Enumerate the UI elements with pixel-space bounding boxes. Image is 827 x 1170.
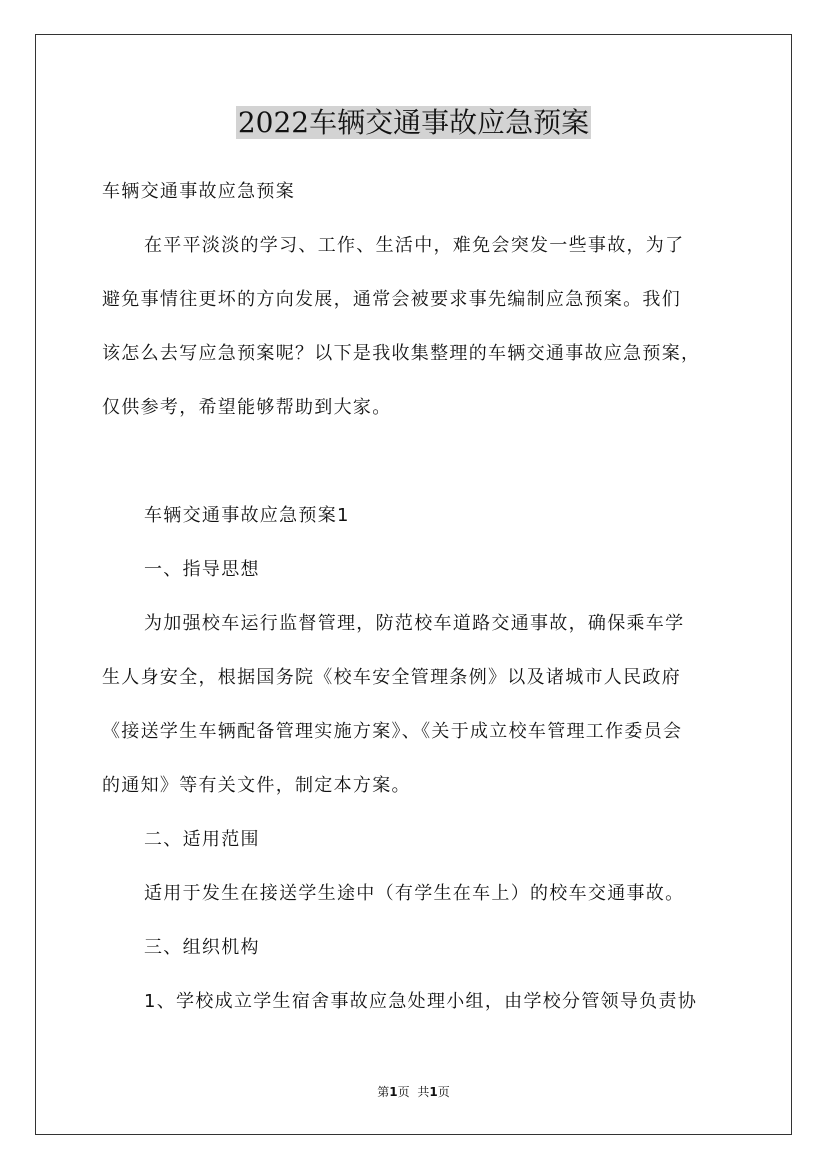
page-footer: [0, 1083, 827, 1100]
intro-line: 仅供参考，希望能够帮助到大家。: [102, 397, 392, 418]
heading-organization: 三、组织机构: [144, 937, 260, 958]
intro-line: 避免事情往更坏的方向发展，通常会被要求事先编制应急预案。我们: [102, 289, 681, 310]
intro-line: 在平平淡淡的学习、工作、生活中，难免会突发一些事故，为了: [144, 235, 685, 256]
heading-guiding-ideology: 一、指导思想: [144, 559, 260, 580]
document-title: [0, 103, 827, 143]
total-pages: 1: [429, 1085, 438, 1099]
page-suffix: 页: [397, 1085, 410, 1099]
page-label: 第: [377, 1085, 390, 1099]
total-label: 共: [417, 1085, 430, 1099]
total-suffix: 页: [437, 1085, 450, 1099]
heading-scope: 二、适用范围: [144, 829, 260, 850]
page-number: 1: [389, 1085, 398, 1099]
section-title: 车辆交通事故应急预案1: [144, 505, 350, 526]
paragraph-line: 的通知》等有关文件，制定本方案。: [102, 775, 411, 796]
blank-line: [102, 435, 727, 489]
paragraph-line: 1、学校成立学生宿舍事故应急处理小组，由学校分管领导负责协: [144, 991, 698, 1012]
paragraph-line: 适用于发生在接送学生途中（有学生在车上）的校车交通事故。: [144, 883, 685, 904]
document-title-text: 2022车辆交通事故应急预案: [237, 106, 590, 139]
subtitle: 车辆交通事故应急预案: [102, 181, 295, 202]
intro-line: 该怎么去写应急预案呢？以下是我收集整理的车辆交通事故应急预案，: [102, 343, 701, 364]
paragraph-line: 《接送学生车辆配备管理实施方案》、《关于成立校车管理工作委员会: [102, 721, 683, 742]
paragraph-line: 为加强校车运行监督管理，防范校车道路交通事故，确保乘车学: [144, 613, 685, 634]
paragraph-line: 生人身安全，根据国务院《校车安全管理条例》以及诸城市人民政府: [102, 667, 681, 688]
document-body: [102, 165, 727, 1029]
